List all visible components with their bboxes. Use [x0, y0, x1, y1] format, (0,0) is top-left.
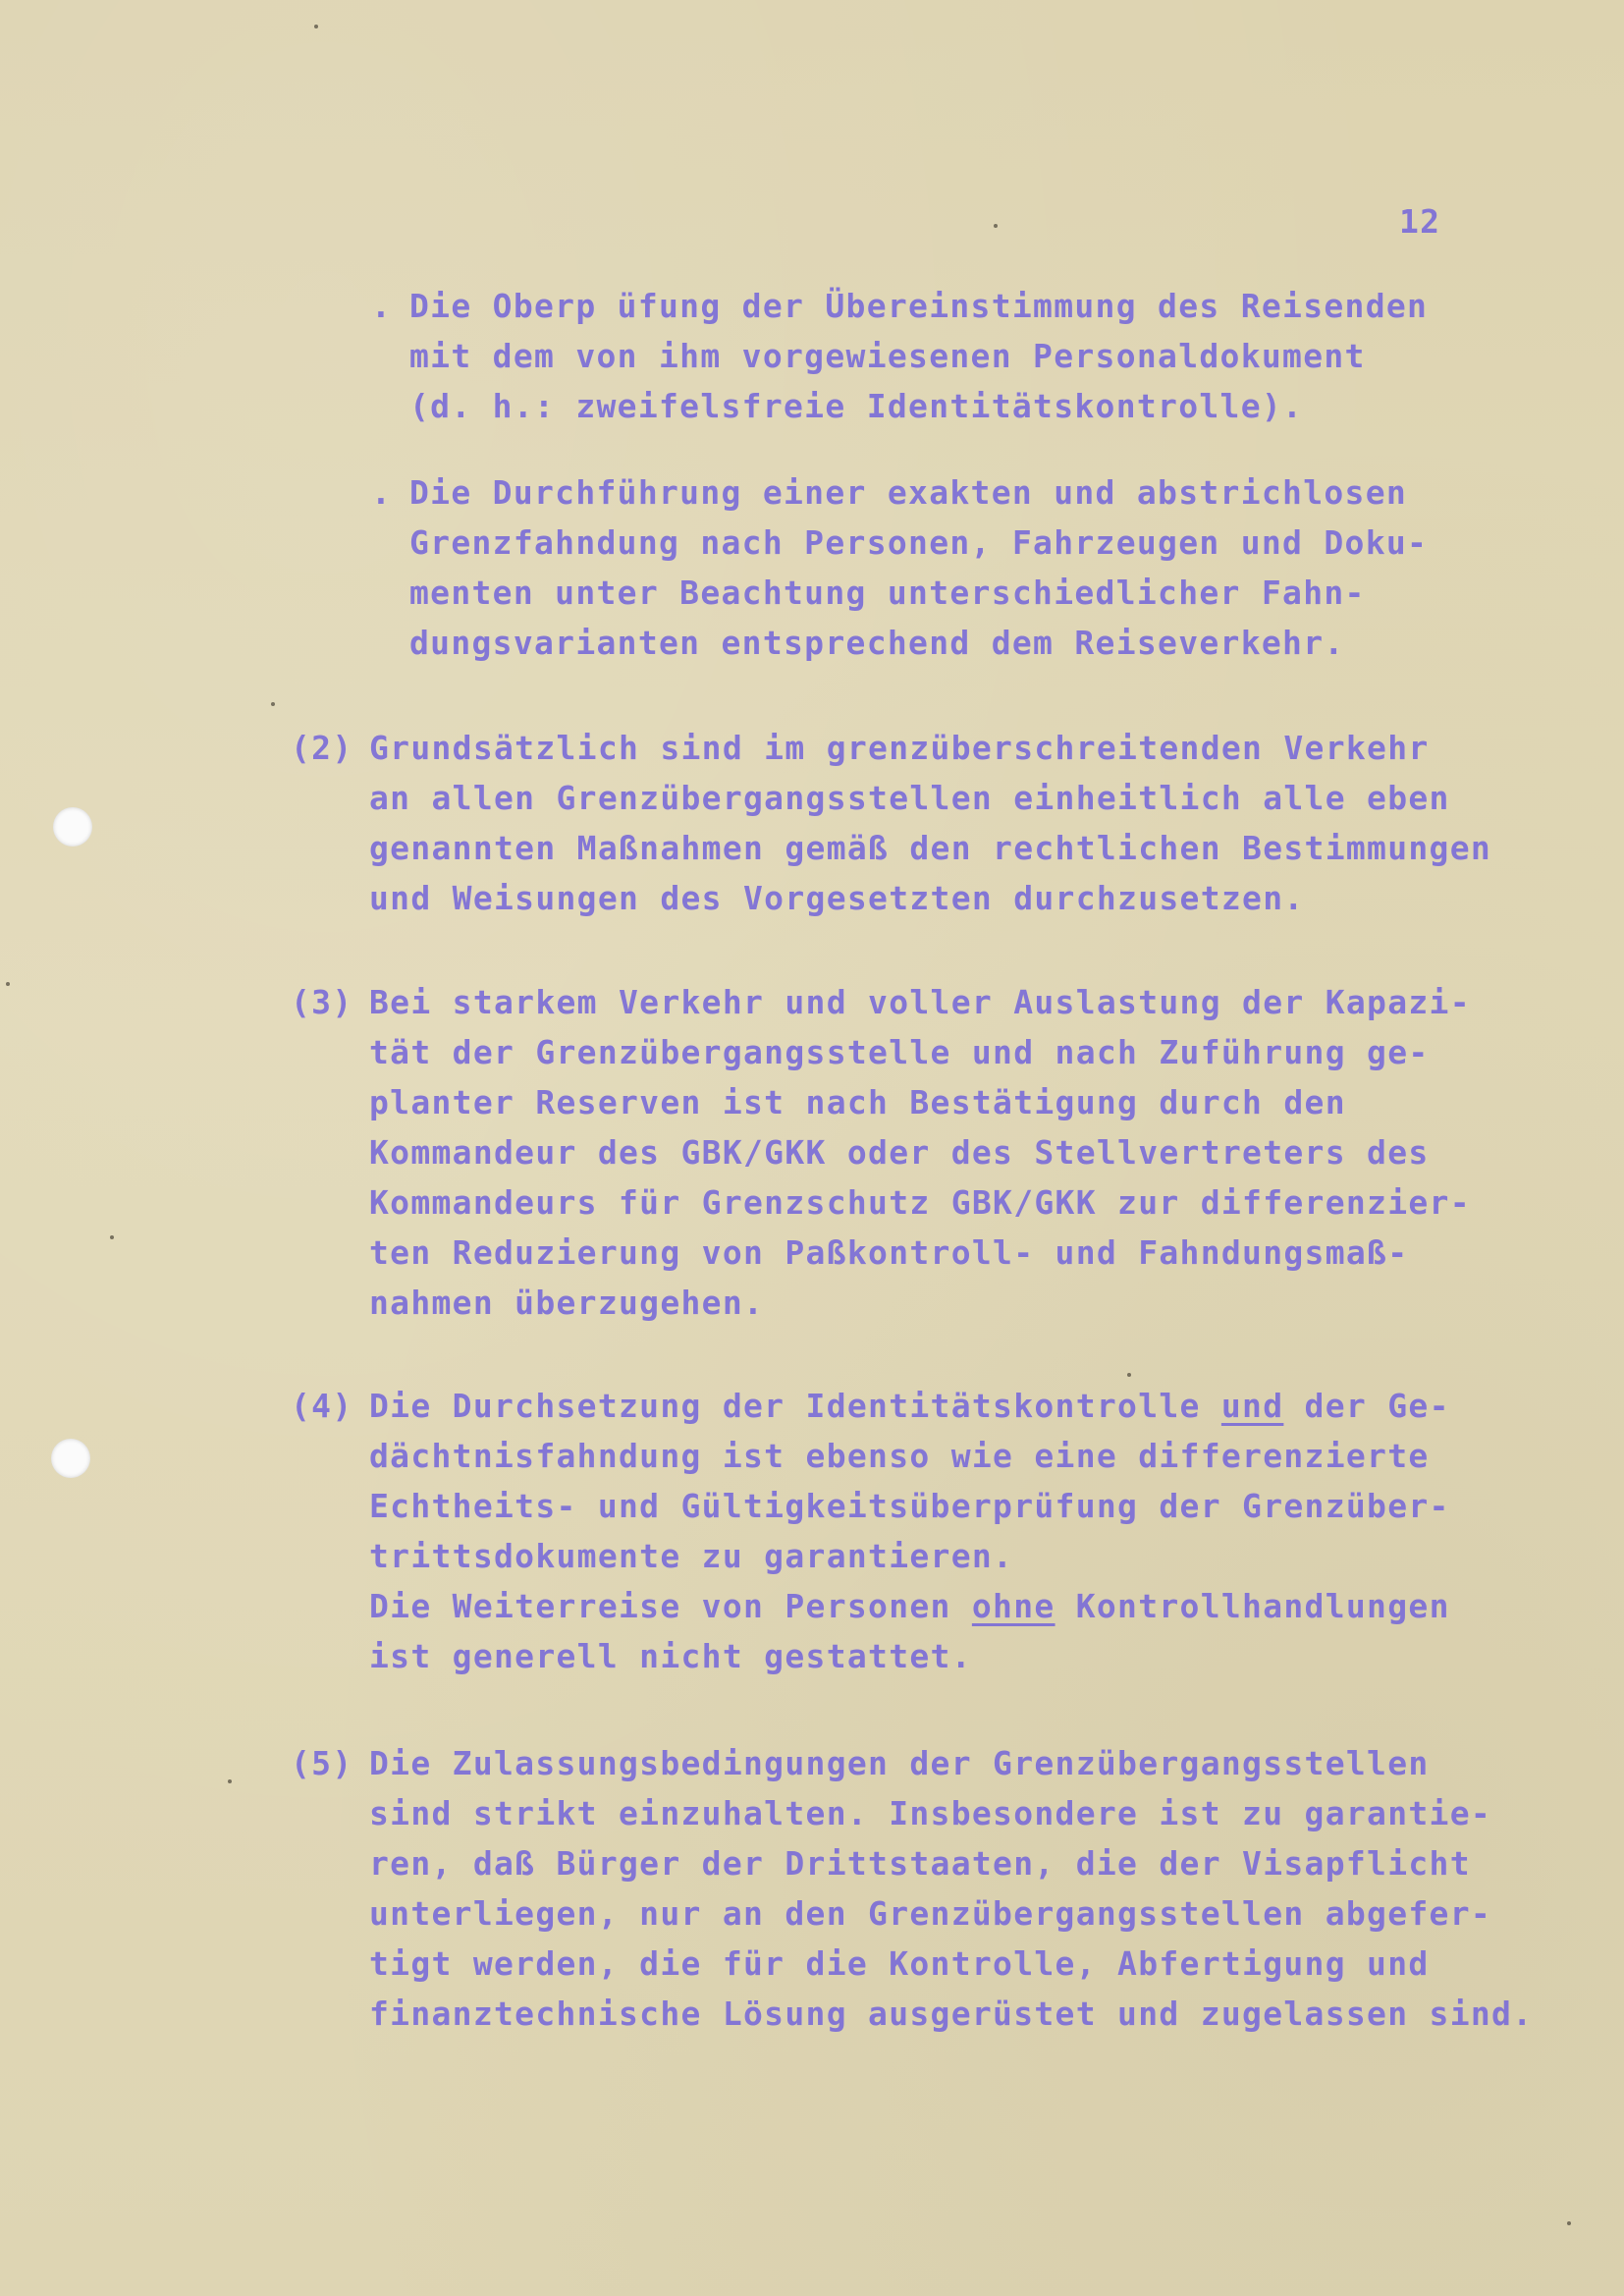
underlined-word: und: [1220, 1387, 1284, 1425]
paper-speck: [6, 982, 10, 986]
paragraph-number: (4): [291, 1387, 353, 1425]
paragraph-text: [369, 1738, 1533, 2039]
text-line: planter Reserven ist nach Bestätigung durch den: [369, 1083, 1346, 1121]
text-line: dächtnisfahndung ist ebenso wie eine differenzierte: [369, 1437, 1430, 1475]
text-line: tigt werden, die für die Kontrolle, Abfertigung und: [369, 1944, 1430, 1983]
text-line: finanztechnische Lösung ausgerüstet und zugelassen sind.: [369, 1995, 1534, 2033]
paper-speck: [228, 1779, 232, 1783]
paragraph-text: [369, 723, 1491, 923]
paragraph-text: [369, 1381, 1450, 1681]
text-line: ren, daß Bürger der Drittstaaten, die der Visapflicht: [369, 1844, 1471, 1883]
punch-hole-top: [53, 807, 92, 847]
text-line: und Weisungen des Vorgesetzten durchzusetzen.: [369, 879, 1305, 917]
paper-speck: [110, 1235, 114, 1239]
underlined-word: ohne: [971, 1587, 1056, 1625]
text-line: mit dem von ihm vorgewiesenen Personaldokument: [409, 337, 1366, 375]
text-line: Echtheits- und Gültigkeitsüberprüfung der Grenzüber-: [369, 1487, 1450, 1525]
text-line: genannten Maßnahmen gemäß den rechtlichen Bestimmungen: [369, 829, 1492, 867]
paragraph-number: (2): [291, 729, 353, 767]
text-line: Die Durchsetzung der Identitätskontrolle und der Ge-: [369, 1387, 1450, 1425]
paragraph-number: (3): [291, 983, 353, 1021]
text-line: Kommandeurs für Grenzschutz GBK/GKK zur differenzier-: [369, 1183, 1471, 1222]
text-line: nahmen überzugehen.: [369, 1284, 765, 1322]
paragraph-text: [369, 977, 1471, 1328]
paragraph-number: (5): [291, 1744, 353, 1782]
text-line: (d. h.: zweifelsfreie Identitätskontrolle).: [409, 387, 1304, 425]
paper-speck: [994, 224, 998, 228]
bullet-text: [409, 467, 1428, 668]
bullet-text: [409, 281, 1428, 431]
paper-speck: [314, 25, 318, 28]
page-number: 12: [1399, 202, 1441, 241]
bullet-marker: .: [371, 473, 393, 512]
text-line: an allen Grenzübergangsstellen einheitlich alle eben: [369, 779, 1450, 817]
text-line: menten unter Beachtung unterschiedlicher Fahn-: [409, 574, 1366, 612]
text-line: dungsvarianten entsprechend dem Reiseverkehr.: [409, 624, 1345, 662]
text-line: ist generell nicht gestattet.: [369, 1637, 972, 1675]
bullet-marker: .: [371, 287, 393, 325]
text-line: Grenzfahndung nach Personen, Fahrzeugen und Doku-: [409, 523, 1429, 562]
text-line: tät der Grenzübergangsstelle und nach Zuführung ge-: [369, 1033, 1430, 1071]
text-line: Die Oberp üfung der Übereinstimmung des Reisenden: [409, 287, 1429, 325]
paper-speck: [1567, 2221, 1571, 2225]
punch-hole-bottom: [51, 1439, 90, 1478]
text-line: trittsdokumente zu garantieren.: [369, 1537, 1014, 1575]
text-line: Die Zulassungsbedingungen der Grenzübergangsstellen: [369, 1744, 1430, 1782]
text-line: ten Reduzierung von Paßkontroll- und Fahndungsmaß-: [369, 1233, 1409, 1272]
text-line: unterliegen, nur an den Grenzübergangsstellen abgefer-: [369, 1894, 1492, 1933]
text-line: Bei starkem Verkehr und voller Auslastung der Kapazi-: [369, 983, 1471, 1021]
text-line: Kommandeur des GBK/GKK oder des Stellvertreters des: [369, 1133, 1430, 1172]
paper-speck: [1127, 1373, 1131, 1377]
text-line: sind strikt einzuhalten. Insbesondere ist zu garantie-: [369, 1794, 1492, 1832]
text-line: Grundsätzlich sind im grenzüberschreitenden Verkehr: [369, 729, 1430, 767]
paper-speck: [271, 702, 275, 706]
text-line: Die Weiterreise von Personen ohne Kontrollhandlungen: [369, 1587, 1450, 1625]
text-line: Die Durchführung einer exakten und abstrichlosen: [409, 473, 1408, 512]
